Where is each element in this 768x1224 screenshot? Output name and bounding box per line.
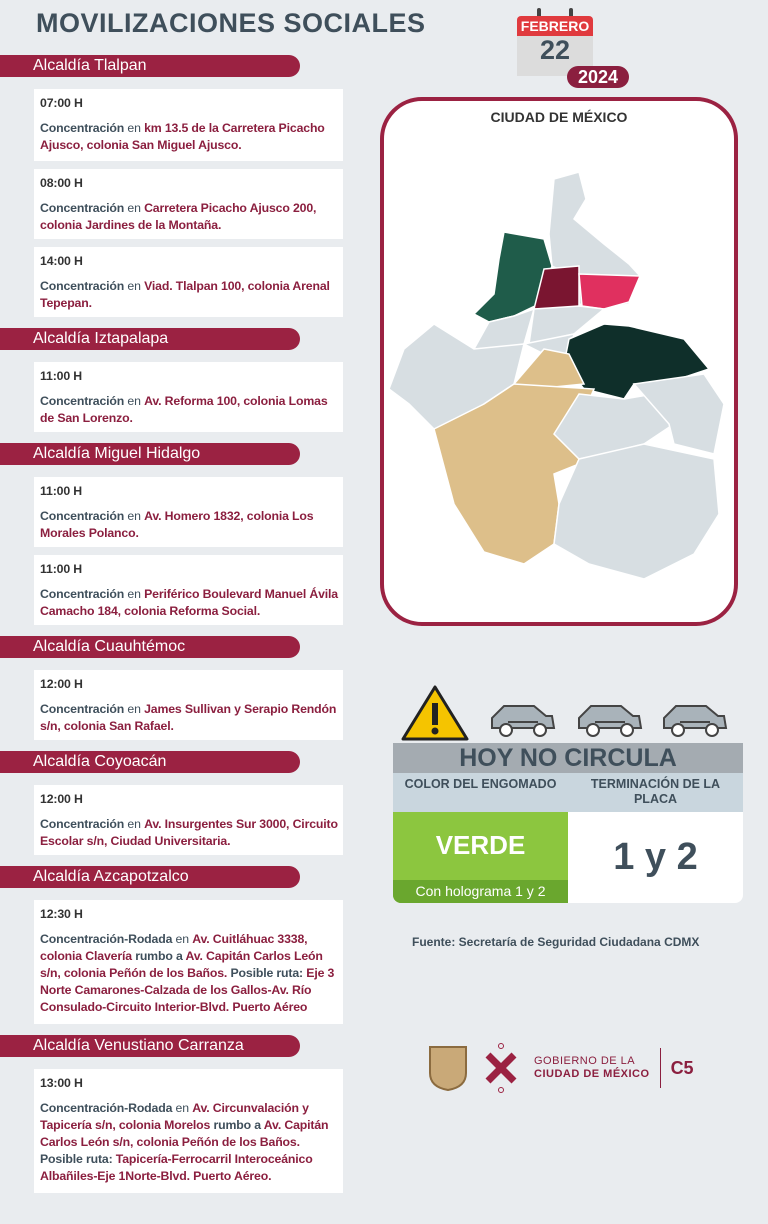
event-description — [40, 120, 338, 154]
event-text-segment: Eje 3 Norte Camarones-Calzada de los Gallos-Av. Río Consulado-Circuito Interior-Blvd. Puerto Aéreo — [40, 966, 335, 1014]
event-time: 11:00 H — [40, 369, 83, 383]
gob-line1: GOBIERNO DE LA — [534, 1055, 636, 1067]
calendar-day: 22 — [517, 36, 593, 76]
event-description — [40, 200, 338, 234]
sticker-color-cell — [393, 812, 568, 903]
event-time: 11:00 H — [40, 562, 83, 576]
event-card — [34, 477, 343, 547]
event-description — [40, 278, 338, 312]
car-icon — [575, 700, 645, 738]
event-description — [40, 816, 338, 850]
event-description — [40, 586, 338, 620]
warning-icon — [400, 683, 470, 743]
event-time: 13:00 H — [40, 1076, 83, 1090]
event-time: 11:00 H — [40, 484, 83, 498]
event-time: 14:00 H — [40, 254, 83, 268]
cdmx-government-logo-icon — [478, 1043, 524, 1093]
sticker-color: VERDE — [435, 830, 526, 860]
c5-logo: C5 — [660, 1048, 694, 1088]
event-card — [34, 169, 343, 239]
event-text-segment: en — [127, 509, 145, 523]
hnc-col-color: COLOR DEL ENGOMADO — [404, 777, 557, 791]
section-banner: Alcaldía Azcapotzalco — [0, 866, 300, 888]
page-title: MOVILIZACIONES SOCIALES — [36, 8, 426, 38]
event-text-segment: en — [127, 702, 145, 716]
map-venustiano-carranza — [579, 274, 640, 309]
event-text-segment: Viad. Tlalpan 100, colonia Arenal Tepepan. — [40, 279, 330, 310]
event-text-segment: Posible ruta: — [40, 1152, 116, 1166]
event-text-segment: Av. Cuitláhuac 3338, colonia Clavería — [40, 932, 308, 963]
calendar-month: FEBRERO — [517, 16, 593, 36]
plate-endings: 1 y 2 — [568, 812, 743, 903]
event-text-segment: rumbo a — [135, 949, 186, 963]
event-time: 12:00 H — [40, 792, 83, 806]
event-card — [34, 555, 343, 625]
section-banner: Alcaldía Venustiano Carranza — [0, 1035, 300, 1057]
event-card — [34, 785, 343, 855]
event-text-segment: rumbo a — [213, 1118, 264, 1132]
event-text-segment: en — [127, 394, 145, 408]
event-text-segment: en — [127, 817, 145, 831]
event-text-segment: en — [175, 932, 193, 946]
cdmx-map — [380, 97, 738, 626]
event-text-segment: Av. Capitán Carlos León s/n, colonia Peñón de los Baños. — [40, 1118, 329, 1149]
event-text-segment: Av. Homero 1832, colonia Los Morales Polanco. — [40, 509, 314, 540]
event-card — [34, 362, 343, 432]
event-card — [34, 1069, 343, 1193]
event-time: 08:00 H — [40, 176, 83, 190]
event-text-segment: Carretera Picacho Ajusco 200, colonia Jardines de la Montaña. — [40, 201, 317, 232]
calendar-icon — [517, 8, 593, 68]
hnc-col-plate: TERMINACIÓN DE LA PLACA — [590, 777, 721, 806]
section-banner: Alcaldía Tlalpan — [0, 55, 300, 77]
map-milpa-alta — [554, 444, 719, 579]
cdmx-map-svg — [384, 101, 734, 622]
event-time: 12:30 H — [40, 907, 83, 921]
event-description — [40, 701, 338, 735]
event-text-segment: Av. Circunvalación y Tapicería s/n, colonia Morelos — [40, 1101, 309, 1132]
event-text-segment: Tapicería-Ferrocarril Interoceánico Albañiles-Eje 1Norte-Blvd. Puerto Aéreo. — [40, 1152, 313, 1183]
event-text-segment: Concentración — [40, 121, 128, 135]
event-text-segment: km 13.5 de la Carretera Picacho Ajusco, colonia San Miguel Ajusco. — [40, 121, 325, 152]
event-text-segment: Av. Reforma 100, colonia Lomas de San Lorenzo. — [40, 394, 328, 425]
event-text-segment: Concentración — [40, 201, 128, 215]
event-text-segment: en — [127, 121, 145, 135]
event-card — [34, 900, 343, 1024]
event-description — [40, 508, 338, 542]
event-time: 12:00 H — [40, 677, 83, 691]
event-text-segment: en — [127, 279, 145, 293]
event-card — [34, 247, 343, 317]
event-card — [34, 89, 343, 161]
event-description — [40, 1100, 338, 1185]
event-text-segment: Concentración — [40, 817, 128, 831]
event-text-segment: James Sullivan y Serapio Rendón s/n, colonia San Rafael. — [40, 702, 337, 733]
event-text-segment: Concentración-Rodada — [40, 1101, 176, 1115]
event-description — [40, 931, 338, 1016]
event-text-segment: Av. Insurgentes Sur 3000, Circuito Escolar s/n, Ciudad Universitaria. — [40, 817, 338, 848]
event-time: 07:00 H — [40, 96, 83, 110]
map-title: CIUDAD DE MÉXICO — [490, 109, 628, 125]
event-text-segment: Concentración — [40, 279, 128, 293]
event-text-segment: Posible ruta: — [230, 966, 307, 980]
event-text-segment: Concentración — [40, 394, 128, 408]
event-text-segment: Av. Capitán Carlos León s/n, colonia Peñón de los Baños. — [40, 949, 323, 980]
hnc-title: HOY NO CIRCULA — [393, 743, 743, 773]
cdmx-coat-of-arms-icon — [428, 1045, 468, 1091]
event-text-segment: Periférico Boulevard Manuel Ávila Camacho 184, colonia Reforma Social. — [40, 587, 338, 618]
event-text-segment: Concentración — [40, 509, 128, 523]
section-banner: Alcaldía Coyoacán — [0, 751, 300, 773]
event-text-segment: Concentración — [40, 587, 128, 601]
section-banner: Alcaldía Miguel Hidalgo — [0, 443, 300, 465]
event-text-segment: en — [127, 201, 145, 215]
source-note: Fuente: Secretaría de Seguridad Ciudadana CDMX — [412, 935, 700, 949]
hoy-no-circula-panel — [393, 743, 743, 903]
section-banner: Alcaldía Iztapalapa — [0, 328, 300, 350]
event-description — [40, 393, 338, 427]
gob-line2: CIUDAD DE MÉXICO — [534, 1068, 650, 1080]
event-card — [34, 670, 343, 740]
event-text-segment: Concentración-Rodada — [40, 932, 176, 946]
event-text-segment: en — [127, 587, 145, 601]
hologram-note: Con holograma 1 y 2 — [393, 880, 568, 903]
event-text-segment: en — [175, 1101, 193, 1115]
car-icon — [488, 700, 558, 738]
events-list — [0, 55, 343, 1224]
section-banner: Alcaldía Cuauhtémoc — [0, 636, 300, 658]
car-icon — [660, 700, 730, 738]
footer-logos — [428, 1043, 694, 1093]
calendar-year: 2024 — [567, 66, 629, 88]
event-text-segment: Concentración — [40, 702, 128, 716]
